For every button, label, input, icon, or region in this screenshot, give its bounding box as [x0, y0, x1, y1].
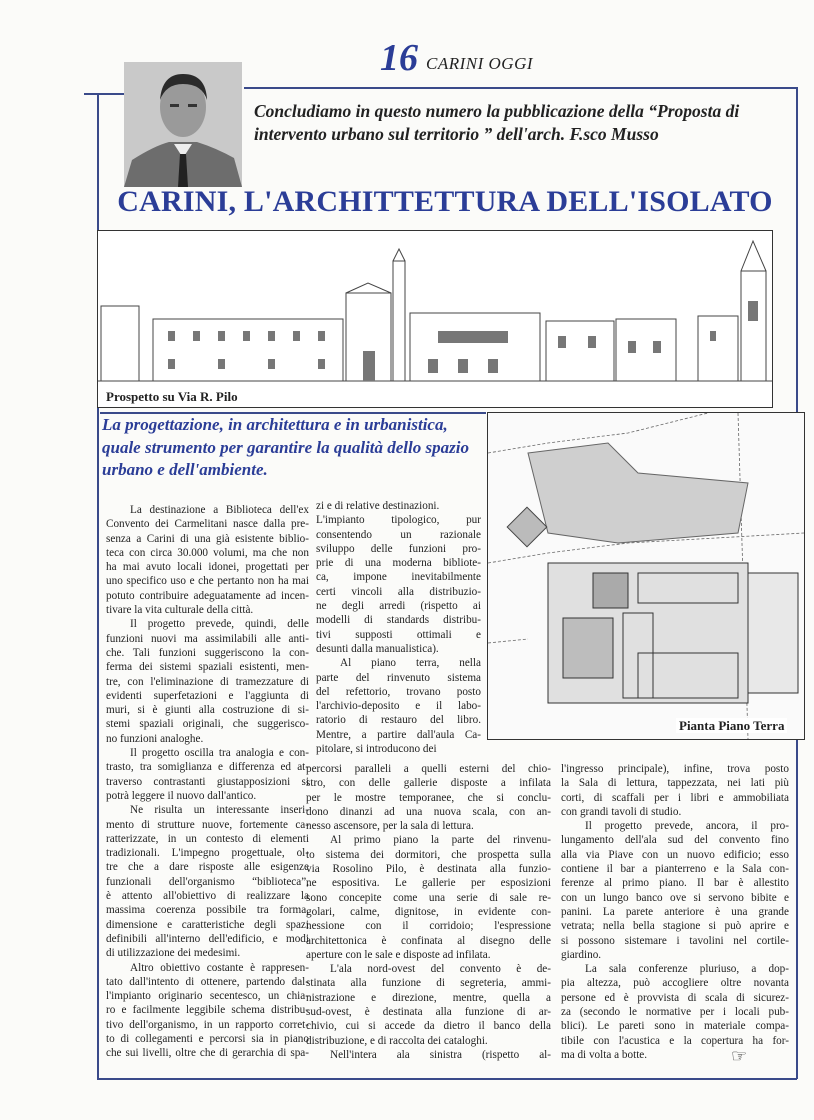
- text-line-content: Altro obiettivo costante è rappresen-: [130, 961, 309, 974]
- text-line: [106, 789, 309, 803]
- text-line: [306, 905, 551, 919]
- frame-rule: [244, 87, 797, 89]
- text-line: [106, 1046, 309, 1060]
- text-line: [561, 876, 789, 890]
- text-line-content: tivare la vita culturale della città.: [106, 604, 254, 617]
- text-line: [106, 574, 309, 588]
- text-line-content: funzioni nuovi ma assimilabili alle anti-: [106, 632, 309, 645]
- text-line-content: si possono sistemare i tavolini nel cortile-: [561, 934, 789, 947]
- text-line-content: architettonica è confinata al disegno delle: [306, 934, 551, 947]
- text-line: [106, 703, 309, 717]
- text-line: [316, 699, 481, 713]
- magazine-name: CARINI OGGI: [426, 54, 534, 73]
- text-line: [316, 656, 481, 670]
- text-line-content: Al piano terra, nella: [340, 657, 481, 670]
- street-elevation-drawing: [97, 230, 773, 408]
- text-line: [106, 946, 309, 960]
- text-line-content: chivio, cui si accede da dietro il banco della: [306, 1020, 551, 1033]
- text-line: [561, 948, 789, 962]
- text-line: [106, 632, 309, 646]
- text-line-content: funzionali dell'organismo “biblioteca”,: [106, 875, 309, 888]
- text-line-content: Al primo piano la parte del rinvenu-: [330, 834, 551, 847]
- frame-rule: [84, 93, 124, 95]
- text-line: [106, 717, 309, 731]
- text-line-content: La destinazione a Biblioteca dell'ex: [130, 504, 309, 516]
- text-line: [561, 762, 789, 776]
- text-line-content: ratorio di restauro del libro.: [316, 714, 481, 727]
- text-line: [561, 976, 789, 990]
- text-line: [306, 934, 551, 948]
- page-number: 16: [380, 37, 418, 79]
- text-line: [306, 891, 551, 905]
- text-line: [106, 975, 309, 989]
- text-line-content: ha mai avuto locali idonei, progettati per: [106, 561, 309, 574]
- text-line-content: ne espositiva. Le gallerie per esposizioni: [306, 877, 551, 890]
- text-line-content: nessione con il corridoio; l'espressione: [306, 920, 551, 933]
- text-line-content: La sala conferenze pluriuso, a dop-: [585, 963, 789, 976]
- text-line: [561, 805, 789, 819]
- text-line: [306, 862, 551, 876]
- text-line-content: Il progetto oscilla tra analogia e con-: [130, 747, 309, 760]
- text-line-content: l'impianto originario secentesco, un chia-: [106, 990, 309, 1003]
- text-line-content: traverso contrastanti giustapposizioni si: [106, 775, 309, 788]
- text-line: [561, 1034, 789, 1048]
- text-line-content: tivi supposti ottimali e: [316, 628, 481, 641]
- text-line-content: giardino.: [561, 948, 602, 961]
- text-line-content: Il progetto prevede, quindi, delle: [130, 618, 309, 631]
- text-line: [106, 818, 309, 832]
- text-line: [561, 919, 789, 933]
- text-line-content: l'archivio-deposito e il labo-: [316, 700, 481, 713]
- text-line: [106, 603, 309, 617]
- text-line-content: potrà leggere il nuovo dall'antico.: [106, 789, 257, 802]
- text-line: [106, 803, 309, 817]
- text-line-content: muri, si è giunti alla costruzione di si-: [106, 704, 309, 717]
- text-line-content: che sui livelli, oltre che di gerarchia di spa-: [106, 1047, 309, 1060]
- text-line-content: za (secondo le normative per i locali pub-: [561, 1006, 789, 1019]
- text-line: [306, 976, 551, 990]
- text-line: [106, 675, 309, 689]
- text-line-content: teca con circa 30.000 volumi, ma che non: [106, 546, 309, 559]
- plan-caption: Pianta Piano Terra: [676, 718, 787, 733]
- text-line-content: distribuzione, e di raccolta dei cataloghi.: [306, 1034, 488, 1047]
- text-line-content: pitolare, si introducono dei: [316, 743, 437, 756]
- text-line: [316, 570, 481, 584]
- text-line-content: tre, con l'eliminazione di tramezzature di: [106, 675, 309, 688]
- text-line-content: Mentre, a partire dall'aula Ca-: [316, 728, 481, 741]
- text-line-content: tre che a dare risposte alle esigenze: [106, 861, 309, 874]
- text-line: [306, 1019, 551, 1033]
- text-line-content: che. Tali funzioni suggeriscono la con-: [106, 646, 309, 659]
- text-line: [316, 671, 481, 685]
- text-line-content: pia altezza, può accogliere oltre novanta: [561, 977, 789, 990]
- text-line: [306, 1005, 551, 1019]
- text-line-content: modelli di standards distribu-: [316, 614, 481, 627]
- text-line-content: Ne risulta un interessante inseri-: [130, 804, 309, 817]
- text-line-content: ca, impone inevitabilmente: [316, 571, 481, 584]
- text-line: [316, 542, 481, 556]
- text-line-content: sud-ovest, è destinata alla funzione di ar-: [306, 1006, 551, 1019]
- text-line: [561, 833, 789, 847]
- text-line: [306, 776, 551, 790]
- text-line: [106, 1003, 309, 1017]
- text-line: [561, 848, 789, 862]
- text-line: [316, 599, 481, 613]
- intro-text: Concludiamo in questo numero la pubblicazione della “Proposta di intervento urbano sul territorio ” dell'arch. F.sco Musso: [254, 101, 740, 144]
- text-line: [106, 617, 309, 631]
- text-line: [106, 832, 309, 846]
- text-line: [306, 876, 551, 890]
- text-line-content: ma di volta a botte.: [561, 1048, 648, 1061]
- text-line: [561, 891, 789, 905]
- text-line: [106, 889, 309, 903]
- text-column-3: [561, 762, 789, 1062]
- text-line: [306, 962, 551, 976]
- text-line: [316, 728, 481, 742]
- text-line-content: L'impianto tipologico, pur: [316, 514, 481, 527]
- text-column-2b: [306, 762, 551, 1062]
- text-line-content: per le mostre temporanee, che si conclu-: [306, 791, 551, 804]
- text-line-content: Nell'intera ala sinistra (rispetto al-: [330, 1048, 551, 1061]
- text-line: [561, 862, 789, 876]
- text-line-content: mento di strutture nuove, fortemente ca-: [106, 818, 309, 831]
- masthead: [380, 37, 534, 82]
- text-line: [106, 760, 309, 774]
- text-line: [106, 546, 309, 560]
- text-line-content: persone ed è provvista di scala di sicurez-: [561, 991, 789, 1004]
- text-line-content: no funzioni analoghe.: [106, 732, 204, 745]
- text-line: [106, 961, 309, 975]
- text-line: [316, 613, 481, 627]
- text-line: [106, 732, 309, 746]
- text-line: [316, 685, 481, 699]
- text-line-content: sviluppo delle funzioni pro-: [316, 542, 481, 555]
- text-line: [316, 585, 481, 599]
- text-line: [106, 918, 309, 932]
- pointing-hand-icon: ☞: [731, 1046, 748, 1066]
- text-line: [306, 805, 551, 819]
- text-line: [106, 775, 309, 789]
- article-subtitle: La progettazione, in architettura e in urbanistica, quale strumento per garantire la qualità dello spazio urbano e dell'ambiente.: [102, 415, 469, 479]
- text-line-content: definibili all'interno dell'edificio, e modi: [106, 932, 309, 945]
- text-line-content: Il progetto prevede, ancora, il pro-: [585, 820, 789, 833]
- text-line-content: ne degli arredi (rispetto ai: [316, 600, 481, 613]
- text-line: [106, 589, 309, 603]
- text-line-content: ferenze al primo piano. Il bar è allestito: [561, 877, 789, 890]
- text-line-content: potuto contribuire adeguatamente ad incen-: [106, 589, 309, 602]
- text-line: [106, 846, 309, 860]
- text-line: [316, 513, 481, 527]
- text-line-content: tivo dell'organismo, in un rapporto corret-: [106, 1018, 309, 1031]
- text-line-content: trasto, tra somiglianza e differenza ed at-: [106, 761, 309, 774]
- text-line-content: la Sala di lettura, tappezzata, nei lati più: [561, 777, 789, 790]
- text-line: [561, 776, 789, 790]
- text-line: [561, 819, 789, 833]
- text-line-content: to sistema dei dormitori, che prospetta sulla: [306, 848, 551, 861]
- text-line: [561, 1005, 789, 1019]
- text-line-content: zi e di relative destinazioni.: [316, 500, 440, 512]
- text-line-content: vetrata; nella bella stagione si può aprire e: [561, 920, 789, 933]
- text-line-content: ro e facilmente leggibile schema distribu-: [106, 1004, 309, 1017]
- text-line: [561, 934, 789, 948]
- text-line: [561, 1048, 789, 1062]
- text-line-content: panini. La parete anteriore è una grande: [561, 905, 789, 918]
- ground-floor-plan-drawing: [487, 412, 805, 740]
- text-line-content: di utilizzazione dei medesimi.: [106, 947, 241, 960]
- text-line-content: con un lungo banco ove si servono bibite e: [561, 891, 789, 904]
- text-line-content: alla via Piave con un nuovo edificio; esso: [561, 848, 789, 861]
- text-line: [561, 905, 789, 919]
- text-line-content: l'ingresso principale), infine, trova posto: [561, 763, 789, 775]
- text-line: [316, 628, 481, 642]
- frame-rule: [97, 1078, 797, 1080]
- text-line: [106, 932, 309, 946]
- text-line-content: sono concepite come una serie di sale re-: [306, 891, 551, 904]
- text-line: [306, 762, 551, 776]
- text-line-content: è attento all'obiettivo di realizzare la: [106, 890, 309, 903]
- text-column-2a: [316, 499, 481, 756]
- text-line: [306, 848, 551, 862]
- text-line-content: tradizionali. L'impegno progettuale, ol-: [106, 847, 309, 860]
- elevation-caption: Prospetto su Via R. Pilo: [106, 389, 238, 404]
- text-line-content: contiene il bar a pianterreno e la Sala con-: [561, 863, 789, 876]
- text-line-content: ferma dei sistemi spaziali esistenti, men-: [106, 661, 309, 674]
- text-line-content: to di collegamenti e percorsi sia in piano: [106, 1032, 309, 1045]
- text-line: [106, 660, 309, 674]
- text-line-content: nistrazione e direzione, mentre, quella a: [306, 991, 551, 1004]
- text-line-content: blici). Le pareti sono in materiale compa-: [561, 1020, 789, 1033]
- text-line: [316, 499, 481, 513]
- text-line: [561, 791, 789, 805]
- text-line: [306, 1034, 551, 1048]
- text-line: [306, 991, 551, 1005]
- text-line-content: percorsi paralleli a quelli esterni del chio-: [306, 763, 551, 775]
- text-line-content: lungamento dell'ala sud del convento fino: [561, 834, 789, 847]
- text-line-content: golari, calme, dignitose, in evidente con-: [306, 905, 551, 918]
- text-line-content: stinata alla funzione di segreteria, ammi-: [306, 977, 551, 990]
- text-line-content: senza a Carini di una già esistente biblio-: [106, 532, 309, 545]
- text-line: [106, 532, 309, 546]
- text-line: [106, 689, 309, 703]
- text-line: [561, 991, 789, 1005]
- text-line: [306, 919, 551, 933]
- text-line: [306, 819, 551, 833]
- text-line-content: certi vincoli alla distribuzio-: [316, 585, 481, 598]
- text-line-content: via Rosolino Pilo, è destinata alla funzio-: [306, 863, 551, 876]
- text-line: [106, 1018, 309, 1032]
- text-line: [316, 713, 481, 727]
- text-line: [106, 517, 309, 531]
- text-line: [306, 791, 551, 805]
- text-line-content: dono dinanzi ad una nuova scala, con an-: [306, 805, 551, 818]
- text-line: [106, 746, 309, 760]
- text-line: [306, 833, 551, 847]
- text-line-content: stro, con delle gallerie disposte a infilata: [306, 777, 551, 790]
- text-line: [106, 903, 309, 917]
- text-line-content: corti, di scaffali per i libri e ammobiliata: [561, 791, 789, 804]
- text-line: [316, 742, 481, 756]
- text-line: [306, 948, 551, 962]
- text-line-content: nesso ascensore, per la sala di lettura.: [306, 820, 474, 833]
- text-line-content: tato dall'intento di ottenere, partendo dal-: [106, 975, 309, 988]
- text-line: [106, 989, 309, 1003]
- text-line: [106, 860, 309, 874]
- text-line-content: evidenti superfetazioni e l'aggiunta di: [106, 689, 309, 702]
- text-line: [316, 556, 481, 570]
- text-line-content: prie di una moderna bibliote-: [316, 557, 481, 570]
- text-line-content: stemi spaziali originali, che suggerisco-: [106, 718, 309, 731]
- text-line-content: parte del rinvenuto sistema: [316, 671, 481, 684]
- text-line-content: L'ala nord-ovest del convento è de-: [330, 963, 551, 976]
- text-line: [316, 528, 481, 542]
- article-title: CARINI, L'ARCHITTETTURA DELL'ISOLATO: [117, 185, 773, 218]
- text-line-content: dimensione e caratteristiche degli spazi: [106, 918, 309, 931]
- text-line: [561, 1019, 789, 1033]
- text-line: [106, 1032, 309, 1046]
- author-photo: [124, 62, 242, 187]
- text-line-content: ratterizzate, in un contesto di elementi: [106, 832, 309, 845]
- text-line: [106, 503, 309, 517]
- text-line-content: tibile con l'acustica e la copertura ha for-: [561, 1034, 789, 1047]
- text-line-content: desunti dalla manualistica).: [316, 642, 439, 655]
- text-line-content: del refettorio, trovano posto: [316, 685, 481, 698]
- text-line-content: Convento dei Carmelitani nasce dalla pre-: [106, 518, 309, 531]
- text-column-1: [106, 503, 309, 1061]
- text-line-content: massima coerenza possibile tra forma,: [106, 904, 309, 917]
- text-line: [106, 875, 309, 889]
- text-line: [316, 642, 481, 656]
- text-line: [106, 560, 309, 574]
- text-line-content: aperture con le sale e disposte ad infilata.: [306, 948, 491, 961]
- text-line-content: consentendo un razionale: [316, 528, 481, 541]
- text-line: [106, 646, 309, 660]
- text-line-content: con grandi tavoli di studio.: [561, 805, 682, 818]
- text-line-content: uno specifico uso e che pertanto non ha mai: [106, 575, 309, 588]
- text-line: [561, 962, 789, 976]
- text-line: [306, 1048, 551, 1062]
